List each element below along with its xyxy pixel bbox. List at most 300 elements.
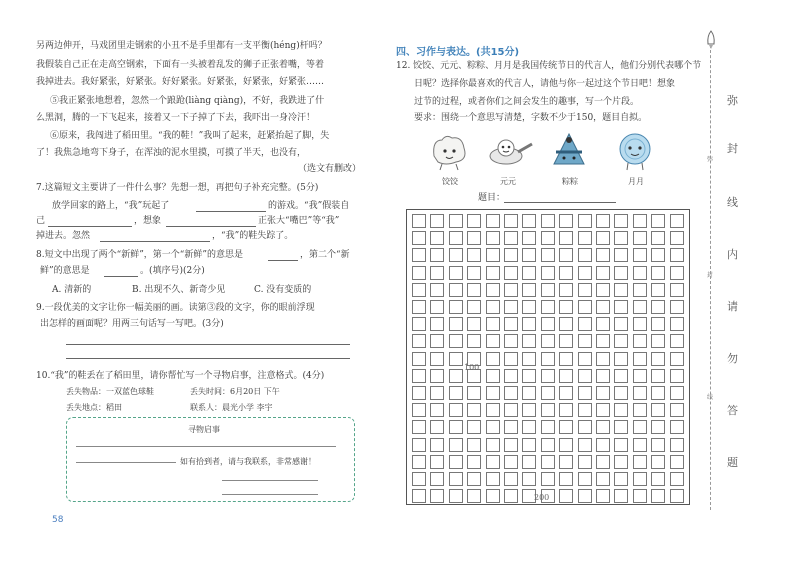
grid-cell[interactable] — [467, 472, 481, 486]
grid-cell[interactable] — [559, 403, 573, 417]
grid-cell[interactable] — [412, 300, 426, 314]
grid-cell[interactable] — [412, 334, 426, 348]
grid-cell[interactable] — [670, 386, 684, 400]
rocket-icon — [706, 30, 716, 50]
grid-cell[interactable] — [633, 386, 647, 400]
grid-cell[interactable] — [449, 420, 463, 434]
grid-cell[interactable] — [522, 214, 536, 228]
grid-cell[interactable] — [412, 214, 426, 228]
grid-cell[interactable] — [651, 248, 665, 262]
grid-cell[interactable] — [596, 317, 610, 331]
grid-cell[interactable] — [614, 472, 628, 486]
grid-cell[interactable] — [412, 283, 426, 297]
grid-cell[interactable] — [486, 438, 500, 452]
grid-cell[interactable] — [633, 369, 647, 383]
grid-cell[interactable] — [486, 420, 500, 434]
grid-cell[interactable] — [412, 489, 426, 503]
grid-cell[interactable] — [504, 248, 518, 262]
grid-cell[interactable] — [614, 334, 628, 348]
grid-cell[interactable] — [412, 266, 426, 280]
grid-cell[interactable] — [596, 472, 610, 486]
grid-cell[interactable] — [522, 248, 536, 262]
caption-jiaojiao: 饺饺 — [442, 177, 458, 186]
grid-cell[interactable] — [578, 214, 592, 228]
grid-cell[interactable] — [541, 248, 555, 262]
passage-line-2: 我假装自己正在走高空钢索，下面有一头被着乱发的狮子正张着嘴，等着 — [36, 60, 325, 70]
grid-cell[interactable] — [522, 472, 536, 486]
passage-line-6: ⑥原来，我闯进了稻田里。“我的鞋！”我叫了起来，赶紧抬起了脚，失 — [50, 131, 330, 141]
grid-cell[interactable] — [596, 438, 610, 452]
grid-cell[interactable] — [633, 455, 647, 469]
grid-cell[interactable] — [541, 283, 555, 297]
grid-cell[interactable] — [670, 317, 684, 331]
grid-cell[interactable] — [633, 283, 647, 297]
grid-cell[interactable] — [504, 403, 518, 417]
answer-blank[interactable] — [48, 226, 132, 227]
grid-cell[interactable] — [522, 283, 536, 297]
question-7-line-b: 己 — [36, 216, 46, 226]
grid-cell[interactable] — [596, 352, 610, 366]
grid-cell[interactable] — [449, 266, 463, 280]
grid-cell[interactable] — [633, 420, 647, 434]
grid-cell[interactable] — [541, 214, 555, 228]
grid-cell[interactable] — [559, 352, 573, 366]
grid-cell[interactable] — [578, 489, 592, 503]
grid-cell[interactable] — [430, 334, 444, 348]
grid-cell[interactable] — [578, 455, 592, 469]
answer-blank[interactable] — [268, 260, 298, 261]
grid-cell[interactable] — [614, 266, 628, 280]
grid-cell[interactable] — [430, 248, 444, 262]
grid-cell[interactable] — [486, 403, 500, 417]
grid-cell[interactable] — [467, 420, 481, 434]
grid-cell[interactable] — [449, 352, 463, 366]
source-note: （选文有删改） — [298, 164, 362, 174]
grid-cell[interactable] — [504, 317, 518, 331]
page-number: 58 — [52, 515, 64, 525]
grid-cell[interactable] — [430, 283, 444, 297]
grid-cell[interactable] — [651, 489, 665, 503]
grid-cell[interactable] — [522, 334, 536, 348]
grid-cell[interactable] — [614, 369, 628, 383]
question-7-line-b3: 正张大“嘴巴”等“我” — [258, 216, 340, 226]
grid-cell[interactable] — [670, 266, 684, 280]
grid-cell[interactable] — [578, 403, 592, 417]
grid-cell[interactable] — [614, 317, 628, 331]
grid-cell[interactable] — [504, 352, 518, 366]
notice-closing: 如有拾到者，请与我联系，非常感谢！ — [180, 457, 316, 466]
essay-grid — [406, 209, 690, 505]
grid-cell[interactable] — [430, 403, 444, 417]
grid-cell[interactable] — [504, 489, 518, 503]
grid-cell[interactable] — [412, 248, 426, 262]
grid-cell[interactable] — [430, 472, 444, 486]
grid-cell[interactable] — [504, 369, 518, 383]
grid-cell[interactable] — [430, 231, 444, 245]
option-b[interactable]: B. 出现不久、新奇少见 — [132, 285, 226, 295]
word-count-mark-100: 100 — [464, 363, 480, 372]
grid-cell[interactable] — [541, 455, 555, 469]
grid-cell[interactable] — [430, 438, 444, 452]
grid-cell[interactable] — [522, 438, 536, 452]
grid-cell[interactable] — [670, 455, 684, 469]
grid-cell[interactable] — [467, 403, 481, 417]
grid-cell[interactable] — [559, 455, 573, 469]
grid-cell[interactable] — [559, 489, 573, 503]
grid-cell[interactable] — [578, 438, 592, 452]
grid-cell[interactable] — [633, 248, 647, 262]
grid-cell[interactable] — [578, 300, 592, 314]
grid-cell[interactable] — [522, 317, 536, 331]
grid-cell[interactable] — [578, 231, 592, 245]
grid-cell[interactable] — [578, 420, 592, 434]
grid-cell[interactable] — [559, 334, 573, 348]
grid-cell[interactable] — [486, 352, 500, 366]
grid-cell[interactable] — [670, 438, 684, 452]
grid-cell[interactable] — [633, 266, 647, 280]
grid-cell[interactable] — [596, 266, 610, 280]
grid-cell[interactable] — [467, 300, 481, 314]
grid-cell[interactable] — [578, 472, 592, 486]
grid-cell[interactable] — [449, 489, 463, 503]
grid-cell[interactable] — [467, 455, 481, 469]
grid-cell[interactable] — [596, 386, 610, 400]
grid-cell[interactable] — [633, 317, 647, 331]
grid-cell[interactable] — [504, 386, 518, 400]
grid-cell[interactable] — [670, 283, 684, 297]
grid-cell[interactable] — [541, 403, 555, 417]
grid-cell[interactable] — [504, 420, 518, 434]
side-char-5: 请 — [727, 300, 738, 313]
answer-line[interactable] — [76, 462, 176, 463]
passage-line-5: 么黑洞，腾的一下飞起来，接着又一下子掉了下去，我吓出一身冷汗！ — [36, 113, 316, 123]
grid-cell[interactable] — [633, 489, 647, 503]
grid-cell[interactable] — [412, 438, 426, 452]
grid-cell[interactable] — [559, 369, 573, 383]
answer-line[interactable] — [222, 494, 318, 495]
grid-cell[interactable] — [614, 403, 628, 417]
grid-cell[interactable] — [578, 317, 592, 331]
grid-cell[interactable] — [651, 283, 665, 297]
grid-cell[interactable] — [504, 231, 518, 245]
grid-cell[interactable] — [633, 403, 647, 417]
grid-cell[interactable] — [430, 369, 444, 383]
grid-cell[interactable] — [559, 248, 573, 262]
grid-cell[interactable] — [522, 455, 536, 469]
grid-cell[interactable] — [467, 438, 481, 452]
grid-cell[interactable] — [522, 420, 536, 434]
grid-cell[interactable] — [578, 248, 592, 262]
grid-cell[interactable] — [651, 300, 665, 314]
grid-cell[interactable] — [633, 334, 647, 348]
grid-cell[interactable] — [670, 214, 684, 228]
grid-cell[interactable] — [614, 420, 628, 434]
grid-cell[interactable] — [449, 438, 463, 452]
question-7-line-a2: 的游戏。“我”假装自 — [268, 201, 350, 211]
grid-cell[interactable] — [467, 266, 481, 280]
grid-cell[interactable] — [486, 489, 500, 503]
grid-cell[interactable] — [559, 420, 573, 434]
grid-cell[interactable] — [651, 334, 665, 348]
grid-cell[interactable] — [504, 438, 518, 452]
grid-cell[interactable] — [578, 334, 592, 348]
question-7: 7.这篇短文主要讲了一件什么事？先想一想，再把句子补充完整。(5分) — [36, 183, 319, 193]
answer-line[interactable] — [66, 358, 350, 359]
side-char-2: 封 — [727, 142, 738, 155]
grid-cell[interactable] — [486, 231, 500, 245]
grid-cell[interactable] — [633, 300, 647, 314]
essay-title-label: 题目： — [478, 193, 506, 203]
grid-cell[interactable] — [541, 472, 555, 486]
grid-cell[interactable] — [559, 317, 573, 331]
grid-cell[interactable] — [651, 266, 665, 280]
grid-cell[interactable] — [467, 231, 481, 245]
grid-cell[interactable] — [614, 283, 628, 297]
grid-cell[interactable] — [449, 386, 463, 400]
grid-cell[interactable] — [467, 386, 481, 400]
answer-blank[interactable] — [100, 241, 210, 242]
grid-cell[interactable] — [670, 369, 684, 383]
grid-cell[interactable] — [449, 248, 463, 262]
grid-cell[interactable] — [596, 455, 610, 469]
grid-cell[interactable] — [670, 489, 684, 503]
grid-cell[interactable] — [670, 472, 684, 486]
grid-cell[interactable] — [559, 472, 573, 486]
caption-yuanyuan: 元元 — [500, 177, 516, 186]
grid-cell[interactable] — [596, 300, 610, 314]
grid-cell[interactable] — [651, 369, 665, 383]
grid-cell[interactable] — [467, 489, 481, 503]
grid-cell[interactable] — [504, 283, 518, 297]
grid-cell[interactable] — [412, 317, 426, 331]
grid-cell[interactable] — [430, 300, 444, 314]
grid-cell[interactable] — [449, 403, 463, 417]
notice-title: 寻物启事 — [188, 425, 220, 434]
grid-cell[interactable] — [522, 266, 536, 280]
grid-cell[interactable] — [504, 300, 518, 314]
grid-cell[interactable] — [614, 352, 628, 366]
grid-cell[interactable] — [486, 283, 500, 297]
grid-cell[interactable] — [614, 386, 628, 400]
grid-cell[interactable] — [614, 438, 628, 452]
grid-cell[interactable] — [596, 248, 610, 262]
grid-cell[interactable] — [430, 386, 444, 400]
grid-cell[interactable] — [486, 386, 500, 400]
option-c[interactable]: C. 没有变质的 — [254, 285, 312, 295]
grid-cell[interactable] — [486, 455, 500, 469]
grid-cell[interactable] — [596, 369, 610, 383]
grid-cell[interactable] — [430, 420, 444, 434]
grid-cell[interactable] — [412, 386, 426, 400]
answer-blank[interactable] — [166, 226, 256, 227]
grid-cell[interactable] — [412, 455, 426, 469]
grid-cell[interactable] — [486, 369, 500, 383]
grid-cell[interactable] — [541, 438, 555, 452]
grid-cell[interactable] — [467, 214, 481, 228]
grid-cell[interactable] — [651, 231, 665, 245]
grid-cell[interactable] — [467, 283, 481, 297]
grid-cell[interactable] — [412, 420, 426, 434]
grid-cell[interactable] — [651, 438, 665, 452]
grid-cell[interactable] — [486, 248, 500, 262]
grid-cell[interactable] — [596, 283, 610, 297]
grid-cell[interactable] — [430, 266, 444, 280]
grid-cell[interactable] — [486, 472, 500, 486]
grid-cell[interactable] — [449, 472, 463, 486]
grid-cell[interactable] — [596, 231, 610, 245]
grid-cell[interactable] — [578, 283, 592, 297]
grid-cell[interactable] — [651, 420, 665, 434]
grid-cell[interactable] — [522, 231, 536, 245]
answer-line[interactable] — [76, 446, 336, 447]
grid-cell[interactable] — [596, 334, 610, 348]
grid-cell[interactable] — [522, 369, 536, 383]
grid-cell[interactable] — [522, 403, 536, 417]
grid-cell[interactable] — [412, 472, 426, 486]
grid-cell[interactable] — [522, 386, 536, 400]
grid-cell[interactable] — [559, 231, 573, 245]
grid-cell[interactable] — [449, 283, 463, 297]
grid-cell[interactable] — [541, 386, 555, 400]
grid-cell[interactable] — [430, 352, 444, 366]
grid-cell[interactable] — [670, 231, 684, 245]
grid-cell[interactable] — [504, 472, 518, 486]
grid-cell[interactable] — [559, 386, 573, 400]
option-a[interactable]: A. 清新的 — [52, 285, 92, 295]
grid-cell[interactable] — [449, 455, 463, 469]
grid-cell[interactable] — [614, 455, 628, 469]
question-12-b: 日呢？选择你最喜欢的代言人，请他与你一起过这个节日吧！想象 — [414, 79, 676, 89]
grid-cell[interactable] — [596, 214, 610, 228]
grid-cell[interactable] — [614, 231, 628, 245]
passage-line-4: ⑤我正紧张地想着，忽然一个踉跄(liàng qiàng)，不好，我跌进了什 — [50, 96, 325, 106]
grid-cell[interactable] — [486, 334, 500, 348]
question-7-line-c: 掉进去。忽然 — [36, 231, 91, 241]
grid-cell[interactable] — [504, 266, 518, 280]
grid-cell[interactable] — [467, 334, 481, 348]
grid-cell[interactable] — [633, 438, 647, 452]
grid-cell[interactable] — [541, 231, 555, 245]
grid-cell[interactable] — [541, 334, 555, 348]
grid-cell[interactable] — [559, 214, 573, 228]
grid-cell[interactable] — [670, 403, 684, 417]
grid-cell[interactable] — [651, 386, 665, 400]
grid-cell[interactable] — [467, 317, 481, 331]
grid-cell[interactable] — [504, 214, 518, 228]
grid-cell[interactable] — [559, 300, 573, 314]
grid-cell[interactable] — [614, 300, 628, 314]
grid-cell[interactable] — [541, 300, 555, 314]
grid-cell[interactable] — [541, 369, 555, 383]
question-8: 8.短文中出现了两个“新鲜”，第一个“新鲜”的意思是 — [36, 250, 243, 260]
grid-cell[interactable] — [412, 403, 426, 417]
grid-cell[interactable] — [449, 300, 463, 314]
grid-cell[interactable] — [486, 317, 500, 331]
answer-line[interactable] — [222, 480, 318, 481]
grid-cell[interactable] — [430, 317, 444, 331]
question-9: 9.一段优美的文字让你一幅美丽的画。读第③段的文字，你的眼前浮现 — [36, 303, 315, 313]
grid-cell[interactable] — [449, 231, 463, 245]
grid-cell[interactable] — [670, 352, 684, 366]
grid-cell[interactable] — [596, 489, 610, 503]
answer-line[interactable] — [66, 344, 350, 345]
grid-cell[interactable] — [596, 403, 610, 417]
grid-cell[interactable] — [522, 352, 536, 366]
grid-cell[interactable] — [559, 438, 573, 452]
grid-cell[interactable] — [412, 352, 426, 366]
grid-cell[interactable] — [670, 300, 684, 314]
grid-cell[interactable] — [670, 248, 684, 262]
answer-blank[interactable] — [196, 211, 266, 212]
grid-cell[interactable] — [467, 248, 481, 262]
grid-cell[interactable] — [541, 317, 555, 331]
grid-cell[interactable] — [486, 266, 500, 280]
grid-cell[interactable] — [522, 300, 536, 314]
grid-cell[interactable] — [651, 403, 665, 417]
grid-cell[interactable] — [449, 214, 463, 228]
grid-cell[interactable] — [651, 472, 665, 486]
section-heading: 四、习作与表达。(共15分) — [396, 47, 520, 58]
grid-cell[interactable] — [504, 455, 518, 469]
grid-cell[interactable] — [670, 334, 684, 348]
grid-cell[interactable] — [559, 266, 573, 280]
grid-cell[interactable] — [449, 369, 463, 383]
grid-cell[interactable] — [449, 317, 463, 331]
grid-cell[interactable] — [430, 489, 444, 503]
grid-cell[interactable] — [578, 352, 592, 366]
grid-cell[interactable] — [486, 300, 500, 314]
grid-cell[interactable] — [504, 334, 518, 348]
essay-title-blank[interactable] — [504, 202, 616, 203]
grid-cell[interactable] — [614, 489, 628, 503]
dumpling-character-icon — [428, 130, 470, 172]
grid-cell[interactable] — [578, 266, 592, 280]
grid-cell[interactable] — [541, 266, 555, 280]
question-8-c: 鲜”的意思是 — [40, 266, 90, 276]
grid-cell[interactable] — [430, 455, 444, 469]
answer-blank[interactable] — [104, 276, 138, 277]
grid-cell[interactable] — [430, 214, 444, 228]
grid-cell[interactable] — [578, 369, 592, 383]
grid-cell[interactable] — [486, 214, 500, 228]
grid-cell[interactable] — [633, 231, 647, 245]
grid-cell[interactable] — [578, 386, 592, 400]
grid-cell[interactable] — [614, 214, 628, 228]
grid-cell[interactable] — [541, 352, 555, 366]
grid-cell[interactable] — [651, 214, 665, 228]
passage-line-7: 了！我焦急地弯下身子，在浑浊的泥水里摸，可摸了半天，也没有， — [36, 148, 307, 158]
grid-cell[interactable] — [412, 231, 426, 245]
grid-cell[interactable] — [614, 248, 628, 262]
grid-cell[interactable] — [670, 420, 684, 434]
grid-cell[interactable] — [633, 472, 647, 486]
grid-cell[interactable] — [633, 352, 647, 366]
grid-cell[interactable] — [596, 420, 610, 434]
grid-cell[interactable] — [449, 334, 463, 348]
grid-cell[interactable] — [651, 455, 665, 469]
question-7-line-b2: ，想象 — [134, 216, 162, 226]
grid-cell[interactable] — [651, 317, 665, 331]
side-small-1: 弥 — [707, 156, 714, 163]
grid-cell[interactable] — [633, 214, 647, 228]
passage-line-3: 我掉进去。我好紧张，好紧张。好好紧张。好紧张，好紧张，好紧张…… — [36, 77, 325, 87]
side-char-1: 弥 — [727, 94, 738, 107]
grid-cell[interactable] — [559, 283, 573, 297]
grid-cell[interactable] — [412, 369, 426, 383]
grid-cell[interactable] — [651, 352, 665, 366]
grid-cell[interactable] — [541, 420, 555, 434]
caption-yueyue: 月月 — [628, 177, 644, 186]
